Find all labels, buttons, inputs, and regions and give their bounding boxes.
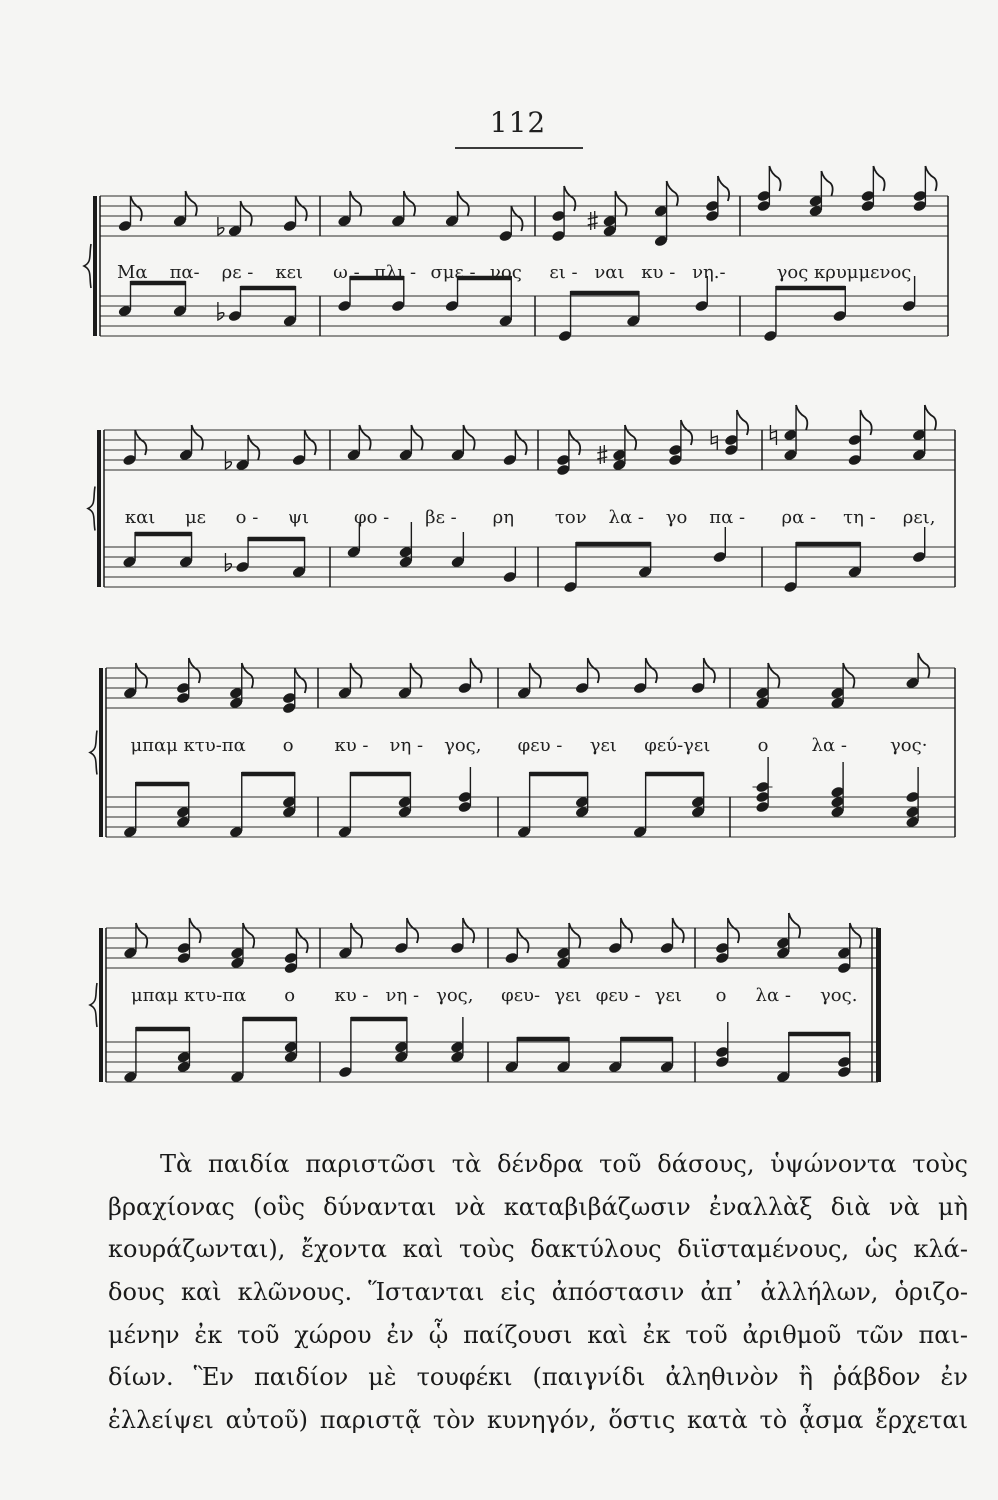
lyric-syllable: κυ - xyxy=(334,734,369,756)
lyric-syllable: μπαμ κτυ-πα xyxy=(130,734,246,756)
lyric-syllable: γος κρυμμενος xyxy=(776,261,912,283)
lyric-measure xyxy=(326,260,529,284)
lyric-measure xyxy=(541,260,734,284)
lyric-syllable: γει xyxy=(654,984,682,1006)
lyric-syllable: νη - xyxy=(389,734,424,756)
page-number: 112 xyxy=(489,106,547,139)
lyric-measure xyxy=(110,505,324,529)
lyric-syllable: φευ- xyxy=(501,984,541,1006)
lyric-syllable: γο xyxy=(665,506,688,528)
lyric-syllable: μπαμ κτυ-πα xyxy=(130,984,247,1006)
lyric-syllable: τη - xyxy=(843,506,876,528)
lyric-measure xyxy=(701,983,872,1007)
lyric-syllable: φεύ-γει xyxy=(644,734,711,756)
lyric-syllable: ο xyxy=(284,984,296,1006)
lyric-syllable: βε - xyxy=(425,506,457,528)
lyric-syllable: φευ - xyxy=(595,984,641,1006)
lyric-measure xyxy=(768,505,949,529)
lyric-syllable: πλι - xyxy=(374,261,417,283)
lyric-measure xyxy=(736,733,949,757)
lyric-syllable: γος, xyxy=(444,734,482,756)
lyric-syllable: ει - xyxy=(549,261,578,283)
lyric-syllable: πα- xyxy=(169,261,200,283)
lyric-syllable: και xyxy=(124,506,156,528)
lyric-syllable: σμε - xyxy=(430,261,476,283)
lyric-measure xyxy=(746,260,942,284)
lyric-syllable: ρη xyxy=(492,506,515,528)
lyric-syllable: ο - xyxy=(235,506,259,528)
lyric-syllable: λα - xyxy=(608,506,644,528)
body-line: Τὰ παιδία παριστῶσι τὰ δένδρα τοῦ δάσους, ὑψώνοντα τοὺς xyxy=(160,1150,968,1178)
body-line: δίων. Ἓν παιδίον μὲ τουφέκι (παιγνίδι ἀληθινὸν ἢ ῥάβδον ἐν xyxy=(108,1363,968,1392)
lyric-syllable: ρε - xyxy=(221,261,254,283)
lyric-syllable: γος, xyxy=(436,984,474,1006)
lyric-measure xyxy=(494,983,689,1007)
lyric-syllable: ρα - xyxy=(781,506,817,528)
lyric-syllable: τον xyxy=(554,506,587,528)
lyric-syllable: γος. xyxy=(820,984,858,1006)
lyric-syllable: γος· xyxy=(890,734,928,756)
lyric-measure xyxy=(112,733,312,757)
lyric-syllable: λα - xyxy=(811,734,847,756)
body-line: ἐλλείψει αὐτοῦ) παριστᾷ τὸν κυνηγόν, ὅστις κατὰ τὸ ᾆσμα ἔρχεται xyxy=(108,1405,968,1434)
body-line: βραχίονας (οὓς δύνανται νὰ καταβιβάζωσιν ἐναλλὰξ διὰ νὰ μὴ xyxy=(108,1192,968,1221)
lyric-syllable: ο xyxy=(282,734,294,756)
lyric-measure xyxy=(112,983,314,1007)
lyric-syllable: με xyxy=(184,506,206,528)
lyric-syllable: κυ - xyxy=(641,261,676,283)
lyric-syllable: πα - xyxy=(709,506,746,528)
lyric-syllable: λα - xyxy=(755,984,791,1006)
lyric-syllable: ναι xyxy=(594,261,625,283)
lyric-measure xyxy=(544,505,756,529)
body-line: μένην ἐκ τοῦ χώρου ἐν ᾧ παίζουσι καὶ ἐκ τοῦ ἀριθμοῦ τῶν παι- xyxy=(108,1320,968,1349)
lyric-syllable: νος xyxy=(489,261,522,283)
lyric-syllable: νη.- xyxy=(692,261,726,283)
lyric-syllable: γει xyxy=(554,984,582,1006)
lyric-measure xyxy=(336,505,532,529)
lyric-syllable: Μα xyxy=(116,261,148,283)
lyric-syllable: κει xyxy=(275,261,303,283)
lyric-syllable: ο xyxy=(757,734,769,756)
lyric-syllable: φευ - xyxy=(517,734,563,756)
body-text xyxy=(108,1143,968,1442)
lyric-syllable: κυ - xyxy=(334,984,369,1006)
lyric-syllable: φο - xyxy=(353,506,390,528)
lyric-measure xyxy=(326,983,482,1007)
body-line: δους καὶ κλῶνους. Ἵστανται εἰς ἀπόστασιν ἀπ᾽ ἀλλήλων, ὁριζο- xyxy=(108,1277,968,1306)
lyric-syllable: νη - xyxy=(385,984,420,1006)
lyric-syllable: ρει, xyxy=(902,506,936,528)
lyric-syllable: ο xyxy=(715,984,727,1006)
lyric-measure xyxy=(324,733,492,757)
lyric-measure xyxy=(504,733,724,757)
lyric-measure xyxy=(106,260,314,284)
lyric-syllable: ω - xyxy=(333,261,360,283)
lyric-syllable: ψι xyxy=(287,506,310,528)
lyric-syllable: γει xyxy=(589,734,617,756)
body-line: κουράζωνται), ἔχοντα καὶ τοὺς δακτύλους διϊσταμένους, ὡς κλά- xyxy=(108,1235,968,1264)
